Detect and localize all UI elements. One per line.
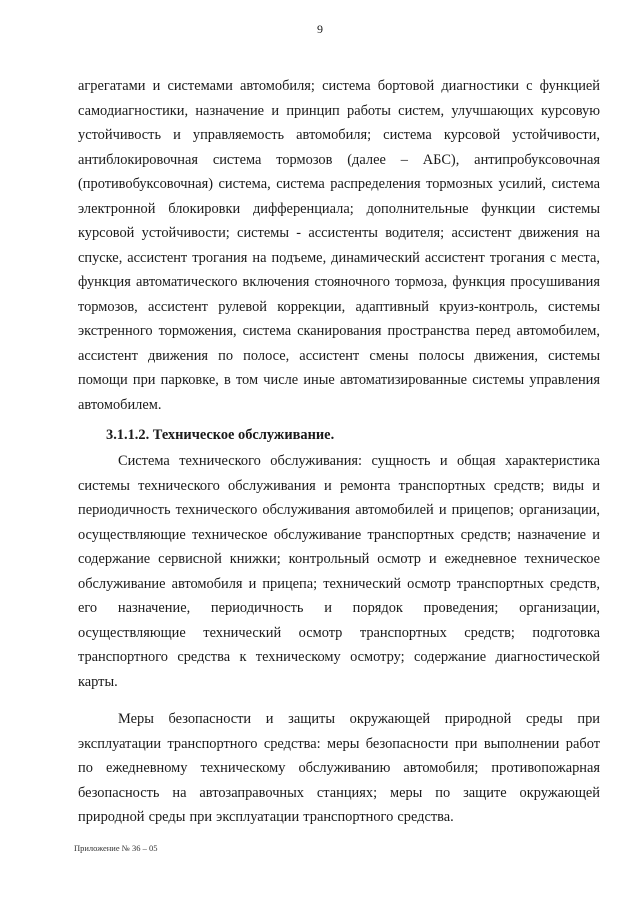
section-heading: 3.1.1.2. Техническое обслуживание. <box>106 427 335 443</box>
paragraph-safety: Меры безопасности и защиты окружающей природной среды при эксплуатации транспортного средства: меры безопасности при выполнении работ по ежедневному техническому обслуживанию автомобиля; противопожарная безопасность на автозаправочных станциях; меры по защите окружающей природной среды при эксплуатации транспортного средства. <box>78 711 600 825</box>
page-footer: Приложение № 36 – 05 <box>74 843 158 853</box>
paragraph-maintenance: Система технического обслуживания: сущность и общая характеристика системы технического обслуживания и ремонта транспортных средств; виды и периодичность технического обслуживания автомобилей и прицепов; организации, осуществляющие техническое обслуживание транспортных средств; назначение и содержание сервисной книжки; контрольный осмотр и ежедневное техническое обслуживание автомобиля и прицепа; технический осмотр транспортных средств, его назначение, периодичность и порядок проведения; организации, осуществляющие технический осмотр транспортных средств; подготовка транспортного средства к техническому осмотру; содержание диагностической карты. <box>78 453 600 690</box>
paragraph-vehicle-systems: агрегатами и системами автомобиля; система бортовой диагностики с функцией самодиагностики, назначение и принцип работы систем, улучшающих курсовую устойчивость и управляемость автомобиля; система курсовой устойчивости, антиблокировочная система тормозов (далее – АБС), антипробуксовочная (противобуксовочная) система, система распределения тормозных усилий, система электронной блокировки дифференциала; дополнительные функции системы курсовой устойчивости; системы - ассистенты водителя; ассистент движения на спуске, ассистент трогания на подъеме, динамический ассистент трогания с места, функция автоматического включения стояночного тормоза, функция просушивания тормозов, ассистент рулевой коррекции, адаптивный круиз-контроль, системы экстренного торможения, система сканирования пространства перед автомобилем, ассистент движения по полосе, ассистент смены полосы движения, системы помощи при парковке, в том числе иные автоматизированные системы управления автомобилем. <box>78 78 600 413</box>
document-body <box>78 74 600 830</box>
page-number: 9 <box>317 22 323 36</box>
